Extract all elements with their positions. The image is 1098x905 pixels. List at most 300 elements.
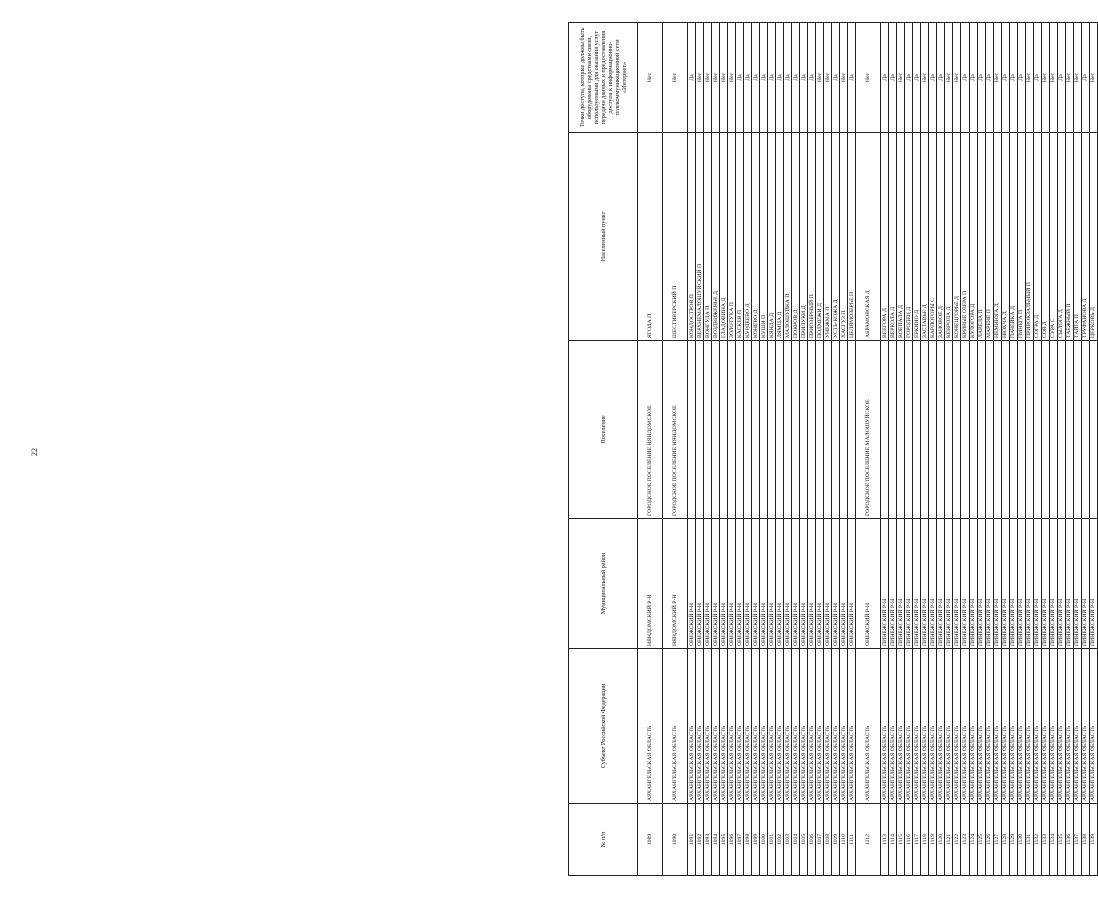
cell-num: 1120 (937, 804, 945, 876)
cell-settlement (993, 341, 1001, 519)
cell-subject: АРХАНГЕЛЬСКАЯ ОБЛАСТЬ (977, 649, 985, 804)
cell-district: ПИНЕЖСКИЙ Р-Н (1025, 519, 1033, 649)
cell-num: 1124 (969, 804, 977, 876)
cell-num: 1122 (953, 804, 961, 876)
cell-settlement (889, 341, 897, 519)
cell-subject: АРХАНГЕЛЬСКАЯ ОБЛАСТЬ (881, 649, 889, 804)
table-row (985, 23, 993, 876)
cell-settlement (688, 341, 696, 519)
table-row (816, 23, 824, 876)
table-row (744, 23, 752, 876)
cell-subject: АРХАНГЕЛЬСКАЯ ОБЛАСТЬ (993, 649, 1001, 804)
cell-settlement (905, 341, 913, 519)
cell-locality: КУШИ П (760, 133, 768, 341)
cell-subject: АРХАНГЕЛЬСКАЯ ОБЛАСТЬ (744, 649, 752, 804)
cell-district: ПИНЕЖСКИЙ Р-Н (1001, 519, 1009, 649)
cell-access-point: Да (1017, 23, 1025, 133)
cell-subject: АРХАНГЕЛЬСКАЯ ОБЛАСТЬ (776, 649, 784, 804)
cell-district: ОНЕЖСКИЙ Р-Н (760, 519, 768, 649)
cell-num: 1129 (1009, 804, 1017, 876)
cell-locality: СУРА С (1049, 133, 1057, 341)
cell-subject: АРХАНГЕЛЬСКАЯ ОБЛАСТЬ (728, 649, 736, 804)
cell-access-point: Да (752, 23, 760, 133)
cell-locality: КОНЕЦГОРЬЕ Д (953, 133, 961, 341)
cell-locality: ЦЕРКОВЬ Д (1089, 133, 1097, 341)
cell-access-point: Да (889, 23, 897, 133)
cell-district: ПИНЕЖСКИЙ Р-Н (985, 519, 993, 649)
cell-settlement (985, 341, 993, 519)
cell-subject: АРХАНГЕЛЬСКАЯ ОБЛАСТЬ (1049, 649, 1057, 804)
cell-district: ПИНЕЖСКИЙ Р-Н (953, 519, 961, 649)
cell-subject: АРХАНГЕЛЬСКАЯ ОБЛАСТЬ (1089, 649, 1097, 804)
cell-district: ОНЕЖСКИЙ Р-Н (800, 519, 808, 649)
cell-subject: АРХАНГЕЛЬСКАЯ ОБЛАСТЬ (929, 649, 937, 804)
table-row (1073, 23, 1081, 876)
cell-subject: АРХАНГЕЛЬСКАЯ ОБЛАСТЬ (736, 649, 744, 804)
cell-settlement (1009, 341, 1017, 519)
cell-locality: НЮХЧА Д (1001, 133, 1009, 341)
cell-num: 1133 (1041, 804, 1049, 876)
settlements-table (568, 22, 1098, 876)
cell-locality: КЯНДА Д (768, 133, 776, 341)
cell-locality: МАРЕНЕ П (985, 133, 993, 341)
cell-access-point: Да (913, 23, 921, 133)
cell-subject: АРХАНГЕЛЬСКАЯ ОБЛАСТЬ (961, 649, 969, 804)
table-row (905, 23, 913, 876)
table-row (1025, 23, 1033, 876)
cell-num: 1119 (929, 804, 937, 876)
cell-subject: АРХАНГЕЛЬСКАЯ ОБЛАСТЬ (897, 649, 905, 804)
cell-access-point: Нет (921, 23, 929, 133)
cell-subject: АРХАНГЕЛЬСКАЯ ОБЛАСТЬ (1025, 649, 1033, 804)
cell-locality: АБРАМОВСКАЯ Д (856, 133, 881, 341)
table-row (1057, 23, 1065, 876)
cell-access-point: Да (1033, 23, 1041, 133)
cell-num: 1117 (913, 804, 921, 876)
cell-settlement (1065, 341, 1073, 519)
cell-locality: ЛАВЕЛА П (977, 133, 985, 341)
cell-num: 1109 (832, 804, 840, 876)
cell-locality: ШЕСТИВЕРСКИЙ П (663, 133, 688, 341)
cell-settlement (840, 341, 848, 519)
cell-locality: КРИВЫЕ ОЗЕРА П (961, 133, 969, 341)
cell-subject: АРХАНГЕЛЬСКАЯ ОБЛАСТЬ (985, 649, 993, 804)
cell-district: ОНЕЖСКИЙ Р-Н (792, 519, 800, 649)
cell-num: 1113 (881, 804, 889, 876)
cell-num: 1103 (784, 804, 792, 876)
cell-num: 1092 (696, 804, 704, 876)
cell-access-point: Нет (1049, 23, 1057, 133)
cell-district: ПИНЕЖСКИЙ Р-Н (977, 519, 985, 649)
cell-access-point: Да (784, 23, 792, 133)
cell-num: 1138 (1081, 804, 1089, 876)
cell-district: ПИНЕЖСКИЙ Р-Н (889, 519, 897, 649)
cell-num: 1132 (1033, 804, 1041, 876)
table-row (728, 23, 736, 876)
cell-num: 1127 (993, 804, 1001, 876)
cell-locality: СОГРА Д (1033, 133, 1041, 341)
table-row (712, 23, 720, 876)
cell-num: 1111 (848, 804, 856, 876)
table-row (704, 23, 712, 876)
table-row (921, 23, 929, 876)
cell-access-point: Нет (696, 23, 704, 133)
table-row (808, 23, 816, 876)
cell-num: 1098 (744, 804, 752, 876)
cell-num: 1106 (808, 804, 816, 876)
cell-district: ПИНЕЖСКИЙ Р-Н (905, 519, 913, 649)
cell-num: 1121 (945, 804, 953, 876)
cell-access-point: Да (881, 23, 889, 133)
cell-district: ПИНЕЖСКИЙ Р-Н (1065, 519, 1073, 649)
cell-district: НЯНДОМСКИЙ Р-Н (638, 519, 663, 649)
cell-locality: ЗОЛОТУХА П (728, 133, 736, 341)
cell-access-point: Нет (897, 23, 905, 133)
cell-locality: ВОЕПАЛА Д (897, 133, 905, 341)
cell-num: 1118 (921, 804, 929, 876)
table-row (768, 23, 776, 876)
cell-district: ОНЕЖСКИЙ Р-Н (824, 519, 832, 649)
cell-access-point: Да (969, 23, 977, 133)
cell-access-point: Да (1009, 23, 1017, 133)
table-row (840, 23, 848, 876)
cell-settlement (1041, 341, 1049, 519)
table-row (969, 23, 977, 876)
cell-subject: АРХАНГЕЛЬСКАЯ ОБЛАСТЬ (712, 649, 720, 804)
cell-num: 1089 (638, 804, 663, 876)
cell-access-point: Нет (1065, 23, 1073, 133)
cell-locality: ХАСГУЗ П (840, 133, 848, 341)
header-district: Муниципальный район (569, 519, 638, 649)
cell-settlement (937, 341, 945, 519)
page-number: 22 (30, 448, 39, 456)
cell-access-point: Нет (728, 23, 736, 133)
cell-access-point: Да (688, 23, 696, 133)
cell-locality: УСТЬ-КОЖА Д (832, 133, 840, 341)
cell-subject: АРХАНГЕЛЬСКАЯ ОБЛАСТЬ (913, 649, 921, 804)
cell-num: 1100 (760, 804, 768, 876)
cell-settlement (776, 341, 784, 519)
cell-subject: АРХАНГЕЛЬСКАЯ ОБЛАСТЬ (905, 649, 913, 804)
cell-district: ОНЕЖСКИЙ Р-Н (848, 519, 856, 649)
cell-settlement: ГОРОДСКОЕ ПОСЕЛЕНИЕ НЯНДОМСКОЕ (638, 341, 663, 519)
cell-settlement (1017, 341, 1025, 519)
cell-num: 1104 (792, 804, 800, 876)
table-row (856, 23, 881, 876)
cell-settlement (945, 341, 953, 519)
cell-locality: КЕВРОЛА Д (945, 133, 953, 341)
cell-district: ПИНЕЖСКИЙ Р-Н (921, 519, 929, 649)
cell-district: ПИНЕЖСКИЙ Р-Н (1041, 519, 1049, 649)
cell-access-point: Нет (945, 23, 953, 133)
cell-access-point: Да (776, 23, 784, 133)
table-row (638, 23, 663, 876)
cell-num: 1131 (1025, 804, 1033, 876)
cell-access-point: Да (832, 23, 840, 133)
cell-num: 1135 (1057, 804, 1065, 876)
table-row (937, 23, 945, 876)
cell-subject: АРХАНГЕЛЬСКАЯ ОБЛАСТЬ (1001, 649, 1009, 804)
cell-locality: ВЕЕГОРА Д (881, 133, 889, 341)
cell-access-point: Нет (720, 23, 728, 133)
cell-access-point: Да (744, 23, 752, 133)
cell-locality: СОЯ Д (1041, 133, 1049, 341)
cell-num: 1108 (824, 804, 832, 876)
cell-access-point: Да (768, 23, 776, 133)
cell-settlement (977, 341, 985, 519)
cell-subject: АРХАНГЕЛЬСКАЯ ОБЛАСТЬ (784, 649, 792, 804)
cell-subject: АРХАНГЕЛЬСКАЯ ОБЛАСТЬ (840, 649, 848, 804)
table-row (889, 23, 897, 876)
cell-access-point: Да (792, 23, 800, 133)
cell-district: ПИНЕЖСКИЙ Р-Н (913, 519, 921, 649)
cell-subject: АРХАНГЕЛЬСКАЯ ОБЛАСТЬ (800, 649, 808, 804)
cell-settlement (953, 341, 961, 519)
cell-subject: АРХАНГЕЛЬСКАЯ ОБЛАСТЬ (1081, 649, 1089, 804)
cell-district: ОНЕЖСКИЙ Р-Н (736, 519, 744, 649)
cell-district: ПИНЕЖСКИЙ Р-Н (993, 519, 1001, 649)
table-row (663, 23, 688, 876)
cell-district: ОНЕЖСКИЙ Р-Н (752, 519, 760, 649)
table-row (848, 23, 856, 876)
cell-access-point: Да (760, 23, 768, 133)
cell-district: ПИНЕЖСКИЙ Р-Н (1009, 519, 1017, 649)
cell-settlement (744, 341, 752, 519)
cell-access-point: Нет (704, 23, 712, 133)
cell-subject: АРХАНГЕЛЬСКАЯ ОБЛАСТЬ (768, 649, 776, 804)
table-row (824, 23, 832, 876)
table-row (881, 23, 889, 876)
cell-settlement (1057, 341, 1065, 519)
cell-access-point: Нет (1073, 23, 1081, 133)
cell-settlement: ГОРОДСКОЕ ПОСЕЛЕНИЕ МАЛОШУЙСКОЕ (856, 341, 881, 519)
cell-subject: АРХАНГЕЛЬСКАЯ ОБЛАСТЬ (808, 649, 816, 804)
cell-locality: КАСКЕВ П (736, 133, 744, 341)
cell-settlement (712, 341, 720, 519)
cell-locality: ПРИЛУКИ Д (800, 133, 808, 341)
cell-access-point: Нет (712, 23, 720, 133)
table-row (1089, 23, 1097, 876)
cell-district: ПИНЕЖСКИЙ Р-Н (961, 519, 969, 649)
cell-locality: МАЛОШУЙКА П (784, 133, 792, 341)
cell-locality: СЫЛОГА Д (1057, 133, 1065, 341)
cell-district: ПИНЕЖСКИЙ Р-Н (881, 519, 889, 649)
cell-settlement (961, 341, 969, 519)
cell-locality: ЯГОДА П (638, 133, 663, 341)
cell-subject: АРХАНГЕЛЬСКАЯ ОБЛАСТЬ (1017, 649, 1025, 804)
table-row (688, 23, 696, 876)
cell-locality: НЕМНЮГА Д (993, 133, 1001, 341)
cell-access-point: Да (808, 23, 816, 133)
cell-district: ОНЕЖСКИЙ Р-Н (808, 519, 816, 649)
table-row (953, 23, 961, 876)
cell-district: ПИНЕЖСКИЙ Р-Н (937, 519, 945, 649)
cell-num: 1123 (961, 804, 969, 876)
cell-settlement (1001, 341, 1009, 519)
cell-locality: ЗАНОВОЕ Д (937, 133, 945, 341)
cell-num: 1139 (1089, 804, 1097, 876)
cell-subject: АРХАНГЕЛЬСКАЯ ОБЛАСТЬ (824, 649, 832, 804)
table-row (1081, 23, 1089, 876)
cell-locality: ПОКРОВ Д (792, 133, 800, 341)
cell-district: ОНЕЖСКИЙ Р-Н (832, 519, 840, 649)
cell-subject: АРХАНГЕЛЬСКАЯ ОБЛАСТЬ (1073, 649, 1081, 804)
cell-settlement (720, 341, 728, 519)
cell-num: 1110 (840, 804, 848, 876)
table-row (752, 23, 760, 876)
cell-subject: АРХАНГЕЛЬСКАЯ ОБЛАСТЬ (760, 649, 768, 804)
cell-access-point: Да (929, 23, 937, 133)
cell-district: ОНЕЖСКИЙ Р-Н (704, 519, 712, 649)
cell-district: ПИНЕЖСКИЙ Р-Н (1089, 519, 1097, 649)
cell-subject: АРХАНГЕЛЬСКАЯ ОБЛАСТЬ (1009, 649, 1017, 804)
cell-access-point: Да (937, 23, 945, 133)
cell-subject: АРХАНГЕЛЬСКАЯ ОБЛАСТЬ (945, 649, 953, 804)
header-locality: Населенный пункт (569, 133, 638, 341)
header-subject: Субъект Российской Федерации (569, 649, 638, 804)
cell-locality: ЦЕЛЯМОЗЕРЬЕ П (848, 133, 856, 341)
cell-locality: ПРИОЗЕРНЫЙ П (808, 133, 816, 341)
cell-num: 1125 (977, 804, 985, 876)
cell-settlement (728, 341, 736, 519)
table-row (961, 23, 969, 876)
cell-district: ОНЕЖСКИЙ Р-Н (720, 519, 728, 649)
cell-district: ПИНЕЖСКИЙ Р-Н (969, 519, 977, 649)
cell-district: НЯНДОМСКИЙ Р-Н (663, 519, 688, 649)
table-row (913, 23, 921, 876)
cell-locality: КОНДОСТРОВ П (688, 133, 696, 341)
cell-subject: АРХАНГЕЛЬСКАЯ ОБЛАСТЬ (720, 649, 728, 804)
table-row (832, 23, 840, 876)
table-row (800, 23, 808, 876)
cell-access-point: Нет (840, 23, 848, 133)
cell-settlement (808, 341, 816, 519)
cell-num: 1114 (889, 804, 897, 876)
cell-locality: ВЕРКОЛА Д (889, 133, 897, 341)
cell-subject: АРХАНГЕЛЬСКАЯ ОБЛАСТЬ (816, 649, 824, 804)
cell-settlement (881, 341, 889, 519)
cell-district: ОНЕЖСКИЙ Р-Н (696, 519, 704, 649)
cell-access-point: Да (800, 23, 808, 133)
cell-settlement (929, 341, 937, 519)
cell-num: 1115 (897, 804, 905, 876)
cell-num: 1096 (728, 804, 736, 876)
cell-settlement (1033, 341, 1041, 519)
cell-locality: ГОРОДЕЦ Д (905, 133, 913, 341)
cell-access-point: Нет (638, 23, 663, 133)
cell-district: ОНЕЖСКИЙ Р-Н (784, 519, 792, 649)
cell-district: ПИНЕЖСКИЙ Р-Н (1057, 519, 1065, 649)
cell-subject: АРХАНГЕЛЬСКАЯ ОБЛАСТЬ (1041, 649, 1049, 804)
cell-locality: КУРДЕЕВО Д (744, 133, 752, 341)
cell-subject: АРХАНГЕЛЬСКАЯ ОБЛАСТЬ (848, 649, 856, 804)
cell-locality: КОНЕВО Д (752, 133, 760, 341)
cell-subject: АРХАНГЕЛЬСКАЯ ОБЛАСТЬ (752, 649, 760, 804)
cell-num: 1095 (720, 804, 728, 876)
cell-locality: ПРИВОКЗАЛЬНЫЙ П (1025, 133, 1033, 341)
cell-subject: АРХАНГЕЛЬСКАЯ ОБЛАСТЬ (696, 649, 704, 804)
cell-locality: ЗАСТАВЬЕ Д (921, 133, 929, 341)
table-row (720, 23, 728, 876)
cell-num: 1116 (905, 804, 913, 876)
cell-locality: КУЛОГОРА Д (969, 133, 977, 341)
table-row (696, 23, 704, 876)
cell-district: ОНЕЖСКИЙ Р-Н (688, 519, 696, 649)
cell-settlement (969, 341, 977, 519)
cell-locality: ПИНЕГА П (1017, 133, 1025, 341)
table-row (1049, 23, 1057, 876)
cell-subject: АРХАНГЕЛЬСКАЯ ОБЛАСТЬ (1065, 649, 1073, 804)
table-row (760, 23, 768, 876)
cell-access-point: Нет (1025, 23, 1033, 133)
cell-locality: ТАЙГА П (1073, 133, 1081, 341)
cell-locality: ВОНГУДА П (704, 133, 712, 341)
cell-settlement (736, 341, 744, 519)
table-row (776, 23, 784, 876)
cell-num: 1136 (1065, 804, 1073, 876)
table-row (1009, 23, 1017, 876)
cell-num: 1090 (663, 804, 688, 876)
cell-settlement (1025, 341, 1033, 519)
cell-subject: АРХАНГЕЛЬСКАЯ ОБЛАСТЬ (921, 649, 929, 804)
cell-settlement (760, 341, 768, 519)
cell-access-point: Нет (824, 23, 832, 133)
cell-settlement (816, 341, 824, 519)
cell-subject: АРХАНГЕЛЬСКАЯ ОБЛАСТЬ (856, 649, 881, 804)
cell-settlement (848, 341, 856, 519)
cell-num: 1094 (712, 804, 720, 876)
cell-num: 1101 (768, 804, 776, 876)
cell-num: 1137 (1073, 804, 1081, 876)
cell-district: ПИНЕЖСКИЙ Р-Н (1081, 519, 1089, 649)
cell-subject: АРХАНГЕЛЬСКАЯ ОБЛАСТЬ (663, 649, 688, 804)
cell-subject: АРХАНГЕЛЬСКАЯ ОБЛАСТЬ (704, 649, 712, 804)
cell-num: 1091 (688, 804, 696, 876)
cell-district: ОНЕЖСКИЙ Р-Н (856, 519, 881, 649)
cell-access-point: Нет (663, 23, 688, 133)
cell-settlement (752, 341, 760, 519)
cell-district: ПИНЕЖСКИЙ Р-Н (1073, 519, 1081, 649)
cell-locality: КАРПОГОРЫ С (929, 133, 937, 341)
cell-subject: АРХАНГЕЛЬСКАЯ ОБЛАСТЬ (953, 649, 961, 804)
cell-locality: ВОЗДВИЖЕНЬЕ Д (712, 133, 720, 341)
table-row (945, 23, 953, 876)
cell-district: ОНЕЖСКИЙ Р-Н (744, 519, 752, 649)
cell-subject: АРХАНГЕЛЬСКАЯ ОБЛАСТЬ (792, 649, 800, 804)
table-row (1065, 23, 1073, 876)
cell-district: ПИНЕЖСКИЙ Р-Н (945, 519, 953, 649)
cell-district: ПИНЕЖСКИЙ Р-Н (929, 519, 937, 649)
table-row (977, 23, 985, 876)
cell-settlement (897, 341, 905, 519)
cell-locality: ЛЯМЦА Д (776, 133, 784, 341)
cell-locality: ПАЧЕЙКА Д (1009, 133, 1017, 341)
cell-district: ПИНЕЖСКИЙ Р-Н (1049, 519, 1057, 649)
cell-num: 1126 (985, 804, 993, 876)
table-row (929, 23, 937, 876)
table-row (1033, 23, 1041, 876)
cell-subject: АРХАНГЕЛЬСКАЯ ОБЛАСТЬ (1033, 649, 1041, 804)
cell-access-point: Да (1081, 23, 1089, 133)
cell-locality: ТАЕЖНЫЙ П (1065, 133, 1073, 341)
cell-num: 1097 (736, 804, 744, 876)
cell-settlement (1049, 341, 1057, 519)
cell-subject: АРХАНГЕЛЬСКАЯ ОБЛАСТЬ (937, 649, 945, 804)
cell-locality: ГЛАДОВИНА Д (720, 133, 728, 341)
cell-num: 1093 (704, 804, 712, 876)
cell-settlement (824, 341, 832, 519)
cell-access-point: Да (848, 23, 856, 133)
